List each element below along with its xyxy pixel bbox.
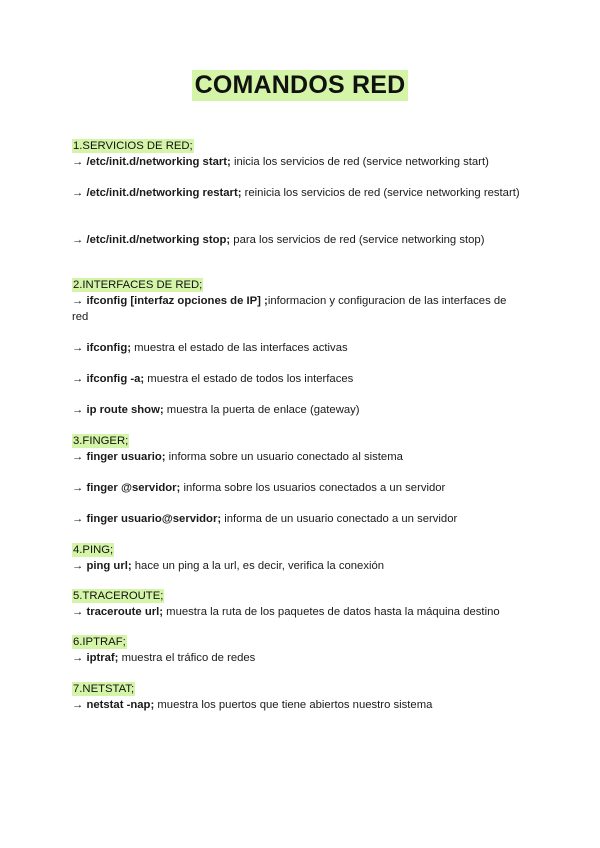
arrow-icon: → <box>72 156 84 168</box>
section-traceroute <box>72 588 524 620</box>
command-text: finger @servidor; <box>86 482 181 494</box>
section-heading: 1.SERVICIOS DE RED; <box>73 140 193 152</box>
command-description: informa sobre un usuario conectado al sistema <box>165 451 403 463</box>
arrow-icon: → <box>72 513 84 525</box>
section-servicios <box>72 138 524 170</box>
section-ping <box>72 542 524 574</box>
list-item <box>72 650 524 666</box>
command-text: finger usuario; <box>86 451 166 463</box>
arrow-icon: → <box>72 295 84 307</box>
arrow-icon: → <box>72 234 84 246</box>
list-item <box>72 511 524 527</box>
command-text: /etc/init.d/networking start; <box>86 156 231 168</box>
command-text: ifconfig -a; <box>86 373 145 385</box>
list-item <box>72 697 524 713</box>
command-description: informa sobre los usuarios conectados a un servidor <box>180 482 446 494</box>
command-description: reinicia los servicios de red (service networking restart) <box>241 187 520 199</box>
command-description: muestra el estado de todos los interfaces <box>144 373 354 385</box>
section-heading: 6.IPTRAF; <box>73 636 126 648</box>
list-item <box>72 449 524 465</box>
arrow-icon: → <box>72 187 84 199</box>
section-finger <box>72 433 524 465</box>
command-text: finger usuario@servidor; <box>86 513 222 525</box>
command-description: muestra el tráfico de redes <box>118 652 256 664</box>
arrow-icon: → <box>72 560 84 572</box>
command-description: muestra el estado de las interfaces activas <box>131 342 348 354</box>
section-netstat <box>72 681 524 713</box>
command-text: netstat -nap; <box>86 699 155 711</box>
command-text: iptraf; <box>86 652 119 664</box>
arrow-icon: → <box>72 606 84 618</box>
command-description: inicia los servicios de red (service networking start) <box>230 156 489 168</box>
command-text: ifconfig [interfaz opciones de IP] ; <box>86 295 268 307</box>
command-description: muestra la ruta de los paquetes de datos hasta la máquina destino <box>163 606 500 618</box>
list-item <box>72 154 524 170</box>
title-wrap <box>0 70 600 101</box>
arrow-icon: → <box>72 652 84 664</box>
arrow-icon: → <box>72 699 84 711</box>
command-description: informa de un usuario conectado a un servidor <box>221 513 458 525</box>
section-heading: 2.INTERFACES DE RED; <box>73 279 203 291</box>
section-heading: 7.NETSTAT; <box>73 683 135 695</box>
page-title: COMANDOS RED <box>192 70 409 101</box>
list-item <box>72 340 524 356</box>
command-description: muestra la puerta de enlace (gateway) <box>163 404 360 416</box>
list-item <box>72 558 524 574</box>
command-description: hace un ping a la url, es decir, verifica la conexión <box>131 560 385 572</box>
arrow-icon: → <box>72 451 84 463</box>
command-text: ip route show; <box>86 404 164 416</box>
arrow-icon: → <box>72 342 84 354</box>
list-item <box>72 402 524 418</box>
command-text: traceroute url; <box>86 606 164 618</box>
command-description: para los servicios de red (service networking stop) <box>230 234 485 246</box>
command-text: ifconfig; <box>86 342 131 354</box>
list-item <box>72 185 524 201</box>
section-interfaces <box>72 277 524 325</box>
list-item <box>72 371 524 387</box>
section-heading: 3.FINGER; <box>73 435 129 447</box>
command-text: /etc/init.d/networking restart; <box>86 187 242 199</box>
section-heading: 5.TRACEROUTE; <box>73 590 164 602</box>
arrow-icon: → <box>72 373 84 385</box>
section-heading: 4.PING; <box>73 544 114 556</box>
list-item <box>72 293 524 325</box>
list-item <box>72 480 524 496</box>
command-text: ping url; <box>86 560 132 572</box>
command-description: muestra los puertos que tiene abiertos nuestro sistema <box>154 699 433 711</box>
list-item <box>72 604 524 620</box>
arrow-icon: → <box>72 482 84 494</box>
command-text: /etc/init.d/networking stop; <box>86 234 231 246</box>
command-description: informacion y configuracion de las interfaces de red <box>72 295 507 323</box>
list-item <box>72 232 524 248</box>
arrow-icon: → <box>72 404 84 416</box>
section-iptraf <box>72 634 524 666</box>
